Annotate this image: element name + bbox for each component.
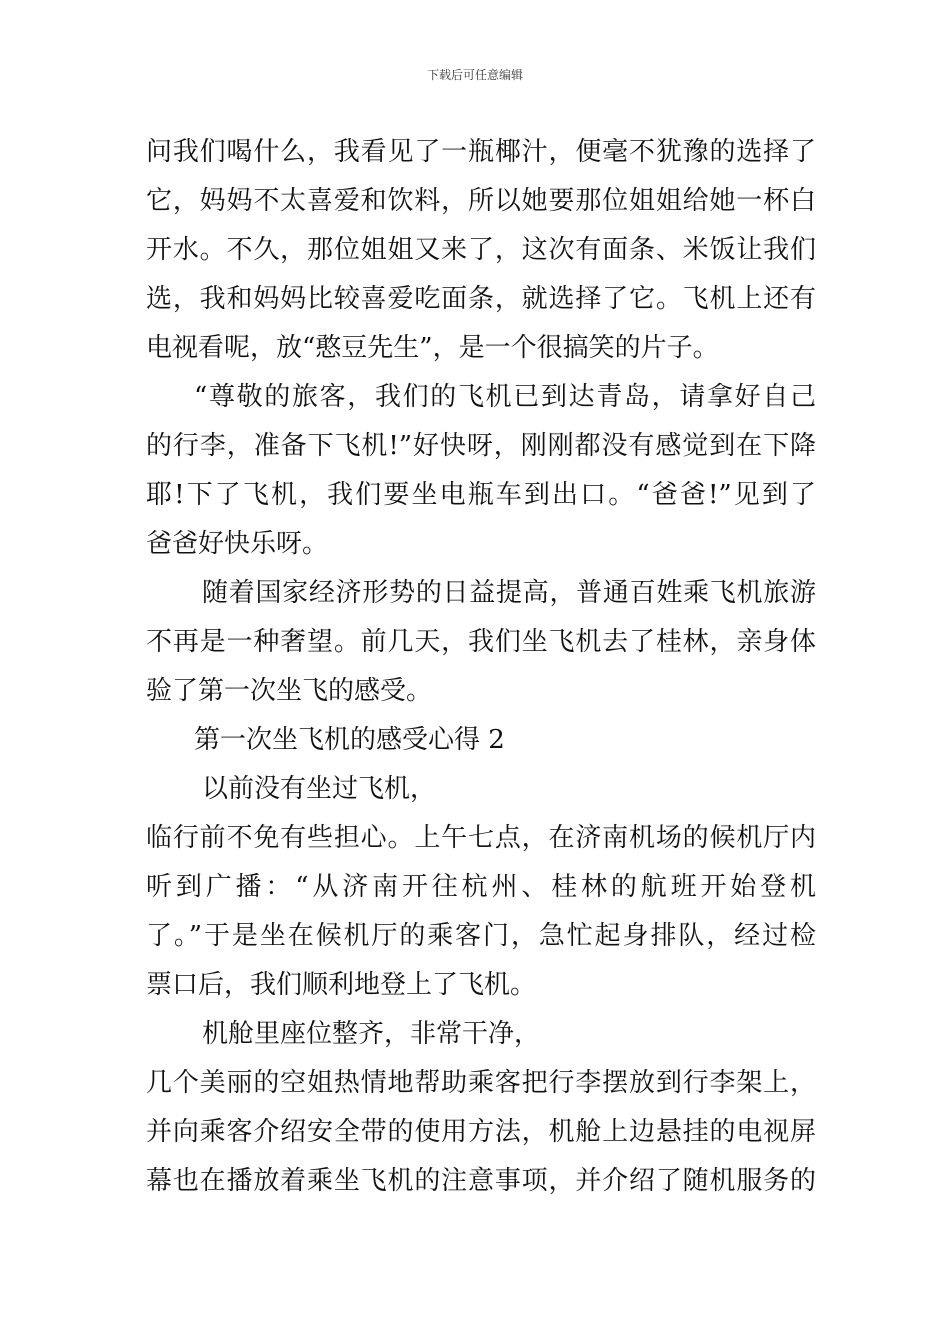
document-body [146, 128, 816, 1206]
text-line: 的行李，准备下飞机!”好快呀，刚刚都没有感觉到在下降 [146, 431, 816, 461]
text-line: 爸爸好快乐呀。 [146, 529, 329, 559]
paragraph-first-line: “尊敬的旅客，我们的飞机已到达青岛，请拿好自己 [194, 382, 816, 412]
text-line: 选，我和妈妈比较喜爱吃面条，就选择了它。飞机上还有 [146, 284, 816, 314]
text-line: 了。”于是坐在候机厅的乘客门，急忙起身排队，经过检 [146, 921, 816, 951]
text-line: 不再是一种奢望。前几天，我们坐飞机去了桂林，亲身体 [146, 627, 816, 657]
text-line: 开水。不久，那位姐姐又来了，这次有面条、米饭让我们 [146, 235, 816, 265]
text-line: 幕也在播放着乘坐飞机的注意事项，并介绍了随机服务的 [146, 1166, 816, 1196]
section-title: 第一次坐飞机的感受心得 2 [194, 725, 505, 755]
text-line: 临行前不免有些担心。上午七点，在济南机场的候机厅内 [146, 823, 816, 853]
paragraph-first-line: 机舱里座位整齐，非常干净， [202, 1019, 541, 1049]
text-line: 电视看呢，放“憨豆先生”，是一个很搞笑的片子。 [146, 333, 719, 363]
text-line: 票口后，我们顺利地登上了飞机。 [146, 970, 537, 1000]
text-line: 耶!下了飞机，我们要坐电瓶车到出口。“爸爸!”见到了 [146, 480, 816, 510]
text-line: 问我们喝什么，我看见了一瓶椰汁，便毫不犹豫的选择了 [146, 137, 816, 167]
paragraph-first-line: 以前没有坐过飞机， [202, 774, 437, 804]
text-line: 并向乘客介绍安全带的使用方法，机舱上边悬挂的电视屏 [146, 1117, 816, 1147]
page-header: 下载后可任意编辑 [426, 68, 523, 82]
text-line: 几个美丽的空姐热情地帮助乘客把行李摆放到行李架上， [146, 1068, 816, 1098]
text-line: 验了第一次坐飞的感受。 [146, 676, 433, 706]
paragraph-first-line: 随着国家经济形势的日益提高，普通百姓乘飞机旅游 [202, 578, 816, 608]
text-line: 听到广播：“从济南开往杭州、桂林的航班开始登机 [146, 872, 816, 902]
text-line: 它，妈妈不太喜爱和饮料，所以她要那位姐姐给她一杯白 [146, 186, 816, 216]
